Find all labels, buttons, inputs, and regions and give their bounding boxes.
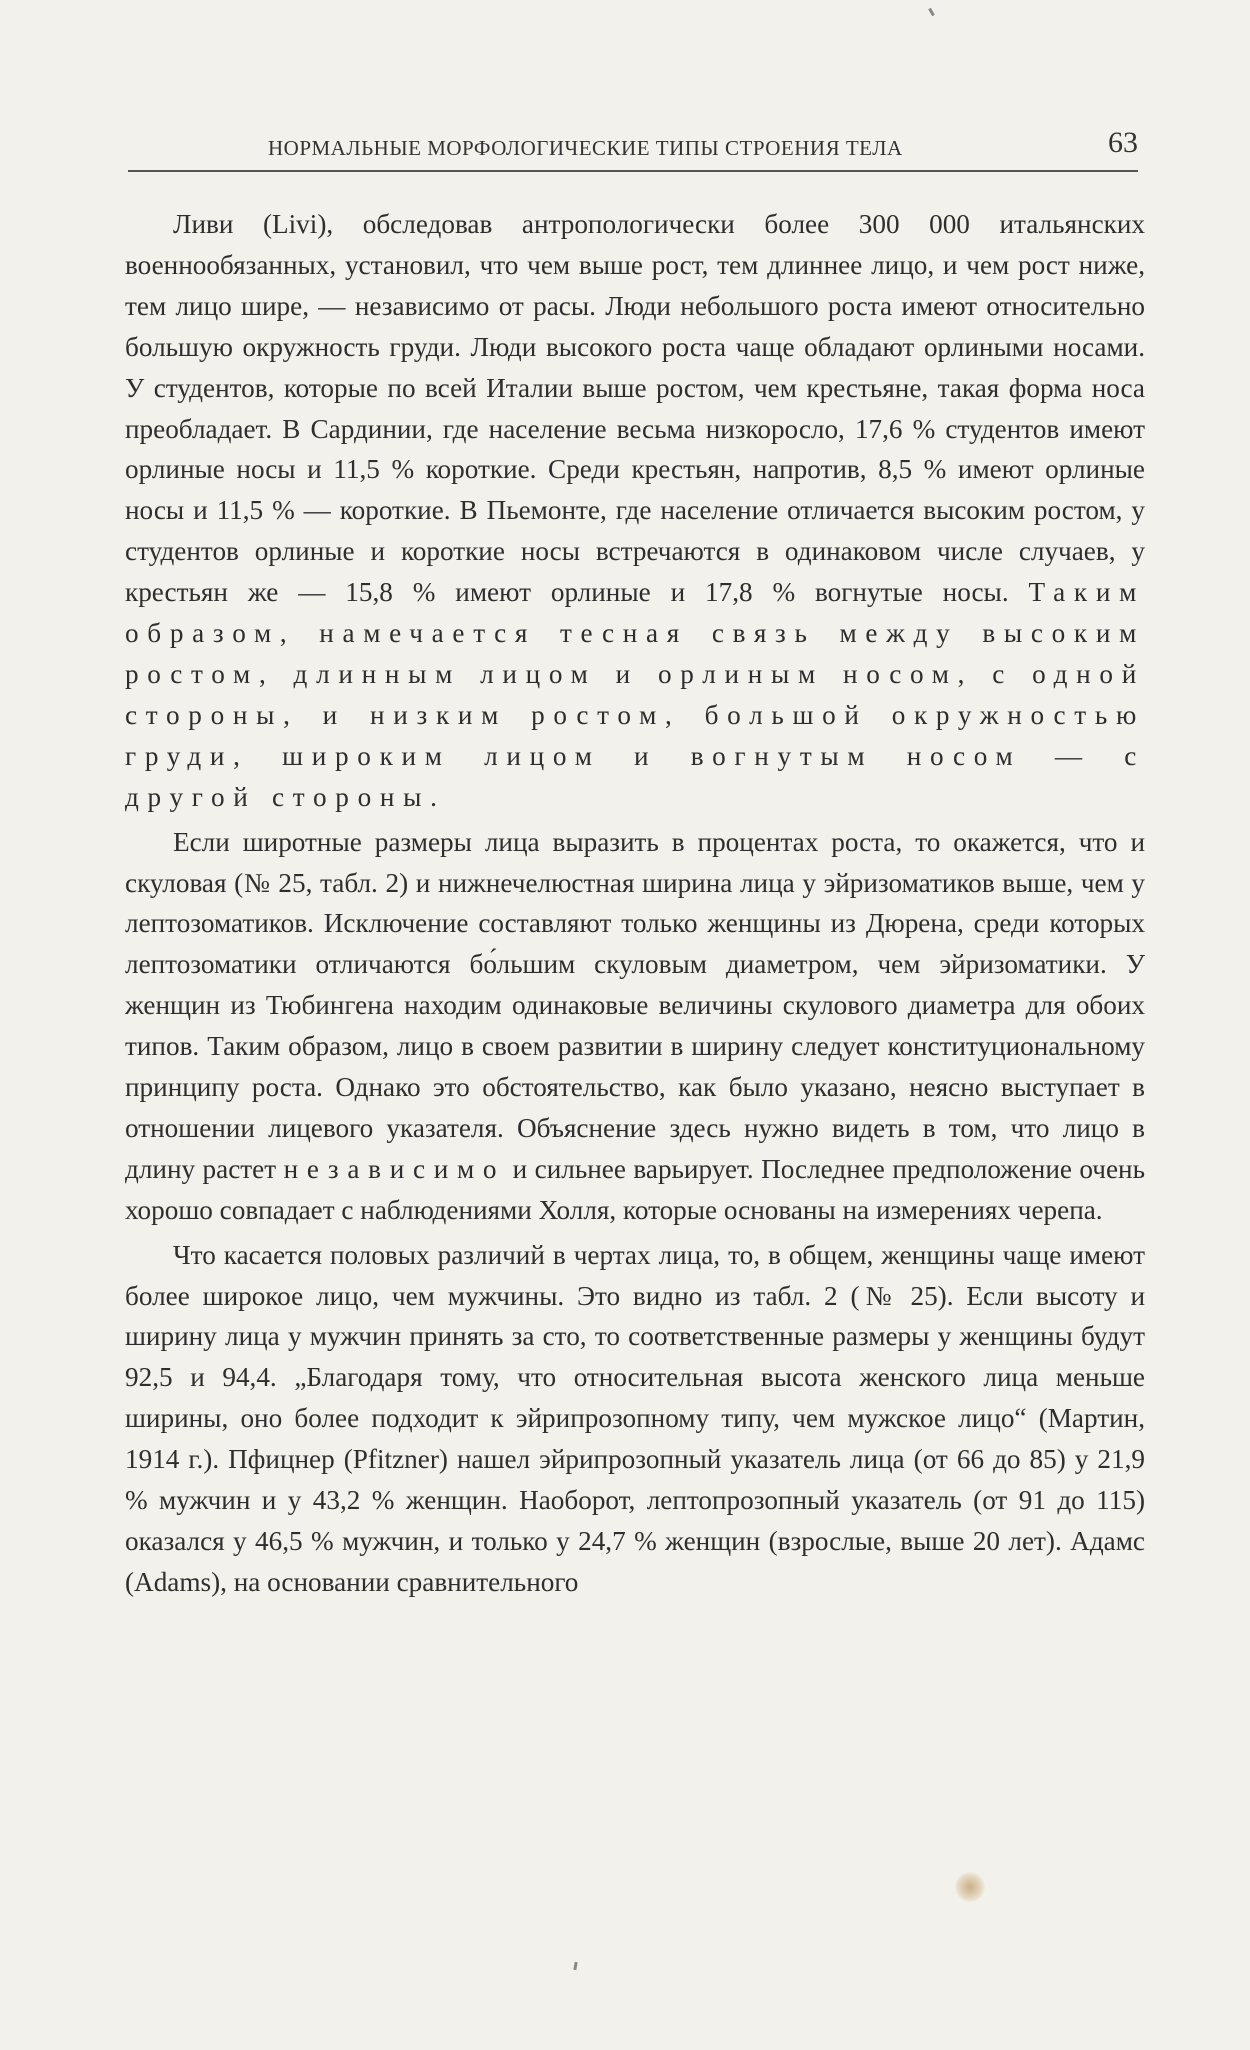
stain-mark (955, 1872, 985, 1902)
spaced-emphasis: независимо (283, 1153, 506, 1184)
page-number: 63 (1108, 126, 1138, 159)
paragraph (125, 1235, 1145, 1603)
body-text (125, 204, 1145, 1603)
paragraph-text: Что касается половых различий в чертах лица, то, в общем, женщины чаще имеют более широкое лицо, чем мужчины. Это видно из табл. 2 (№ 25). Если высоту и ширину лица у мужчин принять за сто, то соответственные размеры у женщины будут 92,5 и 94,4. „Благодаря тому, что относительная высота женского лица меньше ширины, оно более подходит к эйрипрозопному типу, чем мужское лицо“ (Мартин, 1914 г.). Пфицнер (Pfitzner) нашел эйрипрозопный указатель лица (от 66 до 85) у 21,9 % мужчин и у 43,2 % женщин. Наоборот, лептопрозопный указатель (от 91 до 115) оказался у 46,5 % мужчин, и только у 24,7 % женщин (взрослые, выше 20 лет). Адамс (Adams), на основании сравнительного (125, 1239, 1145, 1597)
paragraph (125, 822, 1145, 1231)
paragraph (125, 204, 1145, 818)
speck-mark (573, 1962, 577, 1970)
header-rule (128, 170, 1138, 172)
page-header (128, 126, 1138, 172)
paragraph-text: и сильнее варьирует. Последнее предположение очень хорошо совпадает с наблюдениями Холля, которые основаны на измерениях черепа. (125, 1153, 1145, 1225)
speck-mark (928, 8, 935, 16)
paragraph-text: Ливи (Livi), обследовав антропологически более 300 000 итальянских военнообязанных, установил, что чем выше рост, тем длиннее лицо, и чем рост ниже, тем лицо шире, — независимо от расы. Люди небольшого роста имеют относительно большую окружность груди. Люди высокого роста чаще обладают орлиными носами. У студентов, которые по всей Италии выше ростом, чем крестьяне, такая форма носа преобладает. В Сардинии, где население весьма низкоросло, 17,6 % студентов имеют орлиные носы и 11,5 % короткие. Среди крестьян, напротив, 8,5 % имеют орлиные носы и 11,5 % — короткие. В Пьемонте, где население отличается высоким ростом, у студентов орлиные и короткие носы встречаются в одинаковом числе случаев, у крестьян же — 15,8 % имеют орлиные и 17,8 % вогнутые носы. (125, 209, 1145, 608)
paragraph-text: Если широтные размеры лица выразить в процентах роста, то окажется, что и скуловая (№ 25, табл. 2) и нижнечелюстная ширина лица у эйризоматиков выше, чем у лептозоматиков. Исключение составляют только женщины из Дюрена, среди которых лептозоматики отличаются бо́льшим скуловым диаметром, чем эйризоматики. У женщин из Тюбингена находим одинаковые величины скулового диаметра для обоих типов. Таким образом, лицо в своем развитии в ширину следует конституциональному принципу роста. Однако это обстоятельство, как было указано, неясно выступает в отношении лицевого указателя. Объяснение здесь нужно видеть в том, что лицо в длину растет (125, 826, 1145, 1184)
running-head: НОРМАЛЬНЫЕ МОРФОЛОГИЧЕСКИЕ ТИПЫ СТРОЕНИЯ ТЕЛА (268, 136, 903, 160)
spaced-emphasis: Таким образом, намечается тесная связь между высоким ростом, длинным лицом и орлиным носом, с одной стороны, и низким ростом, большой окружностью груди, широким лицом и вогнутым носом — с другой стороны. (125, 577, 1145, 812)
